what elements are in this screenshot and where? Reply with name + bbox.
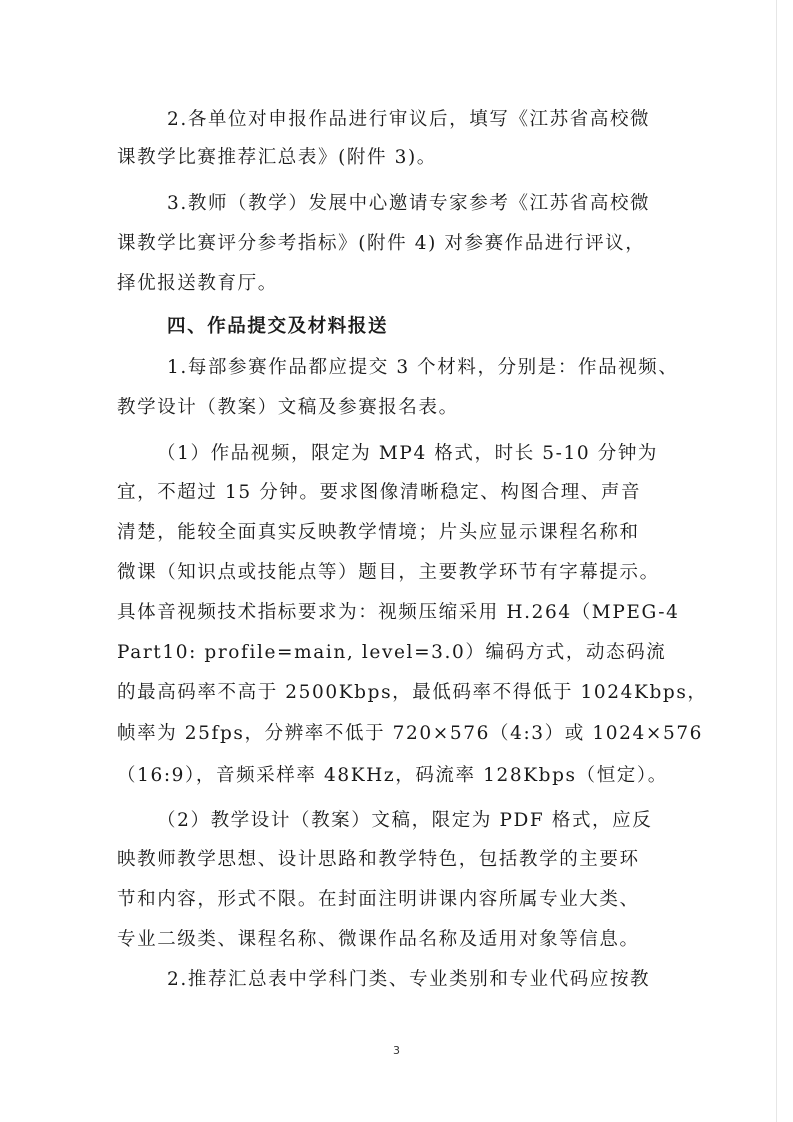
paragraph-line-8: 教学设计（教案）文稿及参赛报名表。: [117, 397, 459, 418]
paragraph-line-22: 2.推荐汇总表中学科门类、专业类别和专业代码应按教: [167, 969, 651, 990]
paragraph-line-7: 1.每部参赛作品都应提交 3 个材料，分别是：作品视频、: [167, 357, 679, 378]
paragraph-line-12: 微课（知识点或技能点等）题目，主要教学环节有字幕提示。: [117, 562, 660, 583]
paragraph-line-1: 2.各单位对申报作品进行审议后，填写《江苏省高校微: [167, 109, 651, 130]
paragraph-line-17: （16:9），音频采样率 48KHz，码流率 128Kbps（恒定）。: [117, 765, 668, 786]
paragraph-line-4: 课教学比赛评分参考指标》(附件 4) 对参赛作品进行评议，: [117, 233, 646, 254]
paragraph-line-11: 清楚，能较全面真实反映教学情境；片头应显示课程名称和: [117, 522, 640, 543]
paragraph-line-19: 映教师教学思想、设计思路和教学特色，包括教学的主要环: [117, 849, 640, 870]
paragraph-line-5: 择优报送教育厅。: [117, 273, 278, 294]
paragraph-line-9: （1）作品视频，限定为 MP4 格式，时长 5-10 分钟为: [157, 443, 659, 464]
paragraph-line-14: Part10: profile=main, level=3.0）编码方式，动态码流: [117, 642, 667, 663]
paragraph-line-21: 专业二级类、课程名称、微课作品名称及适用对象等信息。: [117, 929, 640, 950]
section-heading: 四、作品提交及材料报送: [167, 316, 389, 337]
paragraph-line-13: 具体音视频技术指标要求为：视频压缩采用 H.264（MPEG-4: [117, 602, 680, 623]
paragraph-line-16: 帧率为 25fps，分辨率不低于 720×576（4:3）或 1024×576: [117, 723, 704, 744]
paragraph-line-10: 宜，不超过 15 分钟。要求图像清晰稳定、构图合理、声音: [117, 482, 642, 503]
paragraph-line-18: （2）教学设计（教案）文稿，限定为 PDF 格式，应反: [157, 810, 653, 831]
paragraph-line-2: 课教学比赛推荐汇总表》(附件 3)。: [117, 147, 437, 168]
paragraph-line-15: 的最高码率不高于 2500Kbps，最低码率不得低于 1024Kbps，: [117, 682, 708, 703]
paragraph-line-20: 节和内容，形式不限。在封面注明讲课内容所属专业大类、: [117, 889, 640, 910]
page-edge: [776, 0, 777, 1122]
paragraph-line-3: 3.教师（教学）发展中心邀请专家参考《江苏省高校微: [167, 193, 651, 214]
page-number: 3: [393, 1044, 400, 1057]
